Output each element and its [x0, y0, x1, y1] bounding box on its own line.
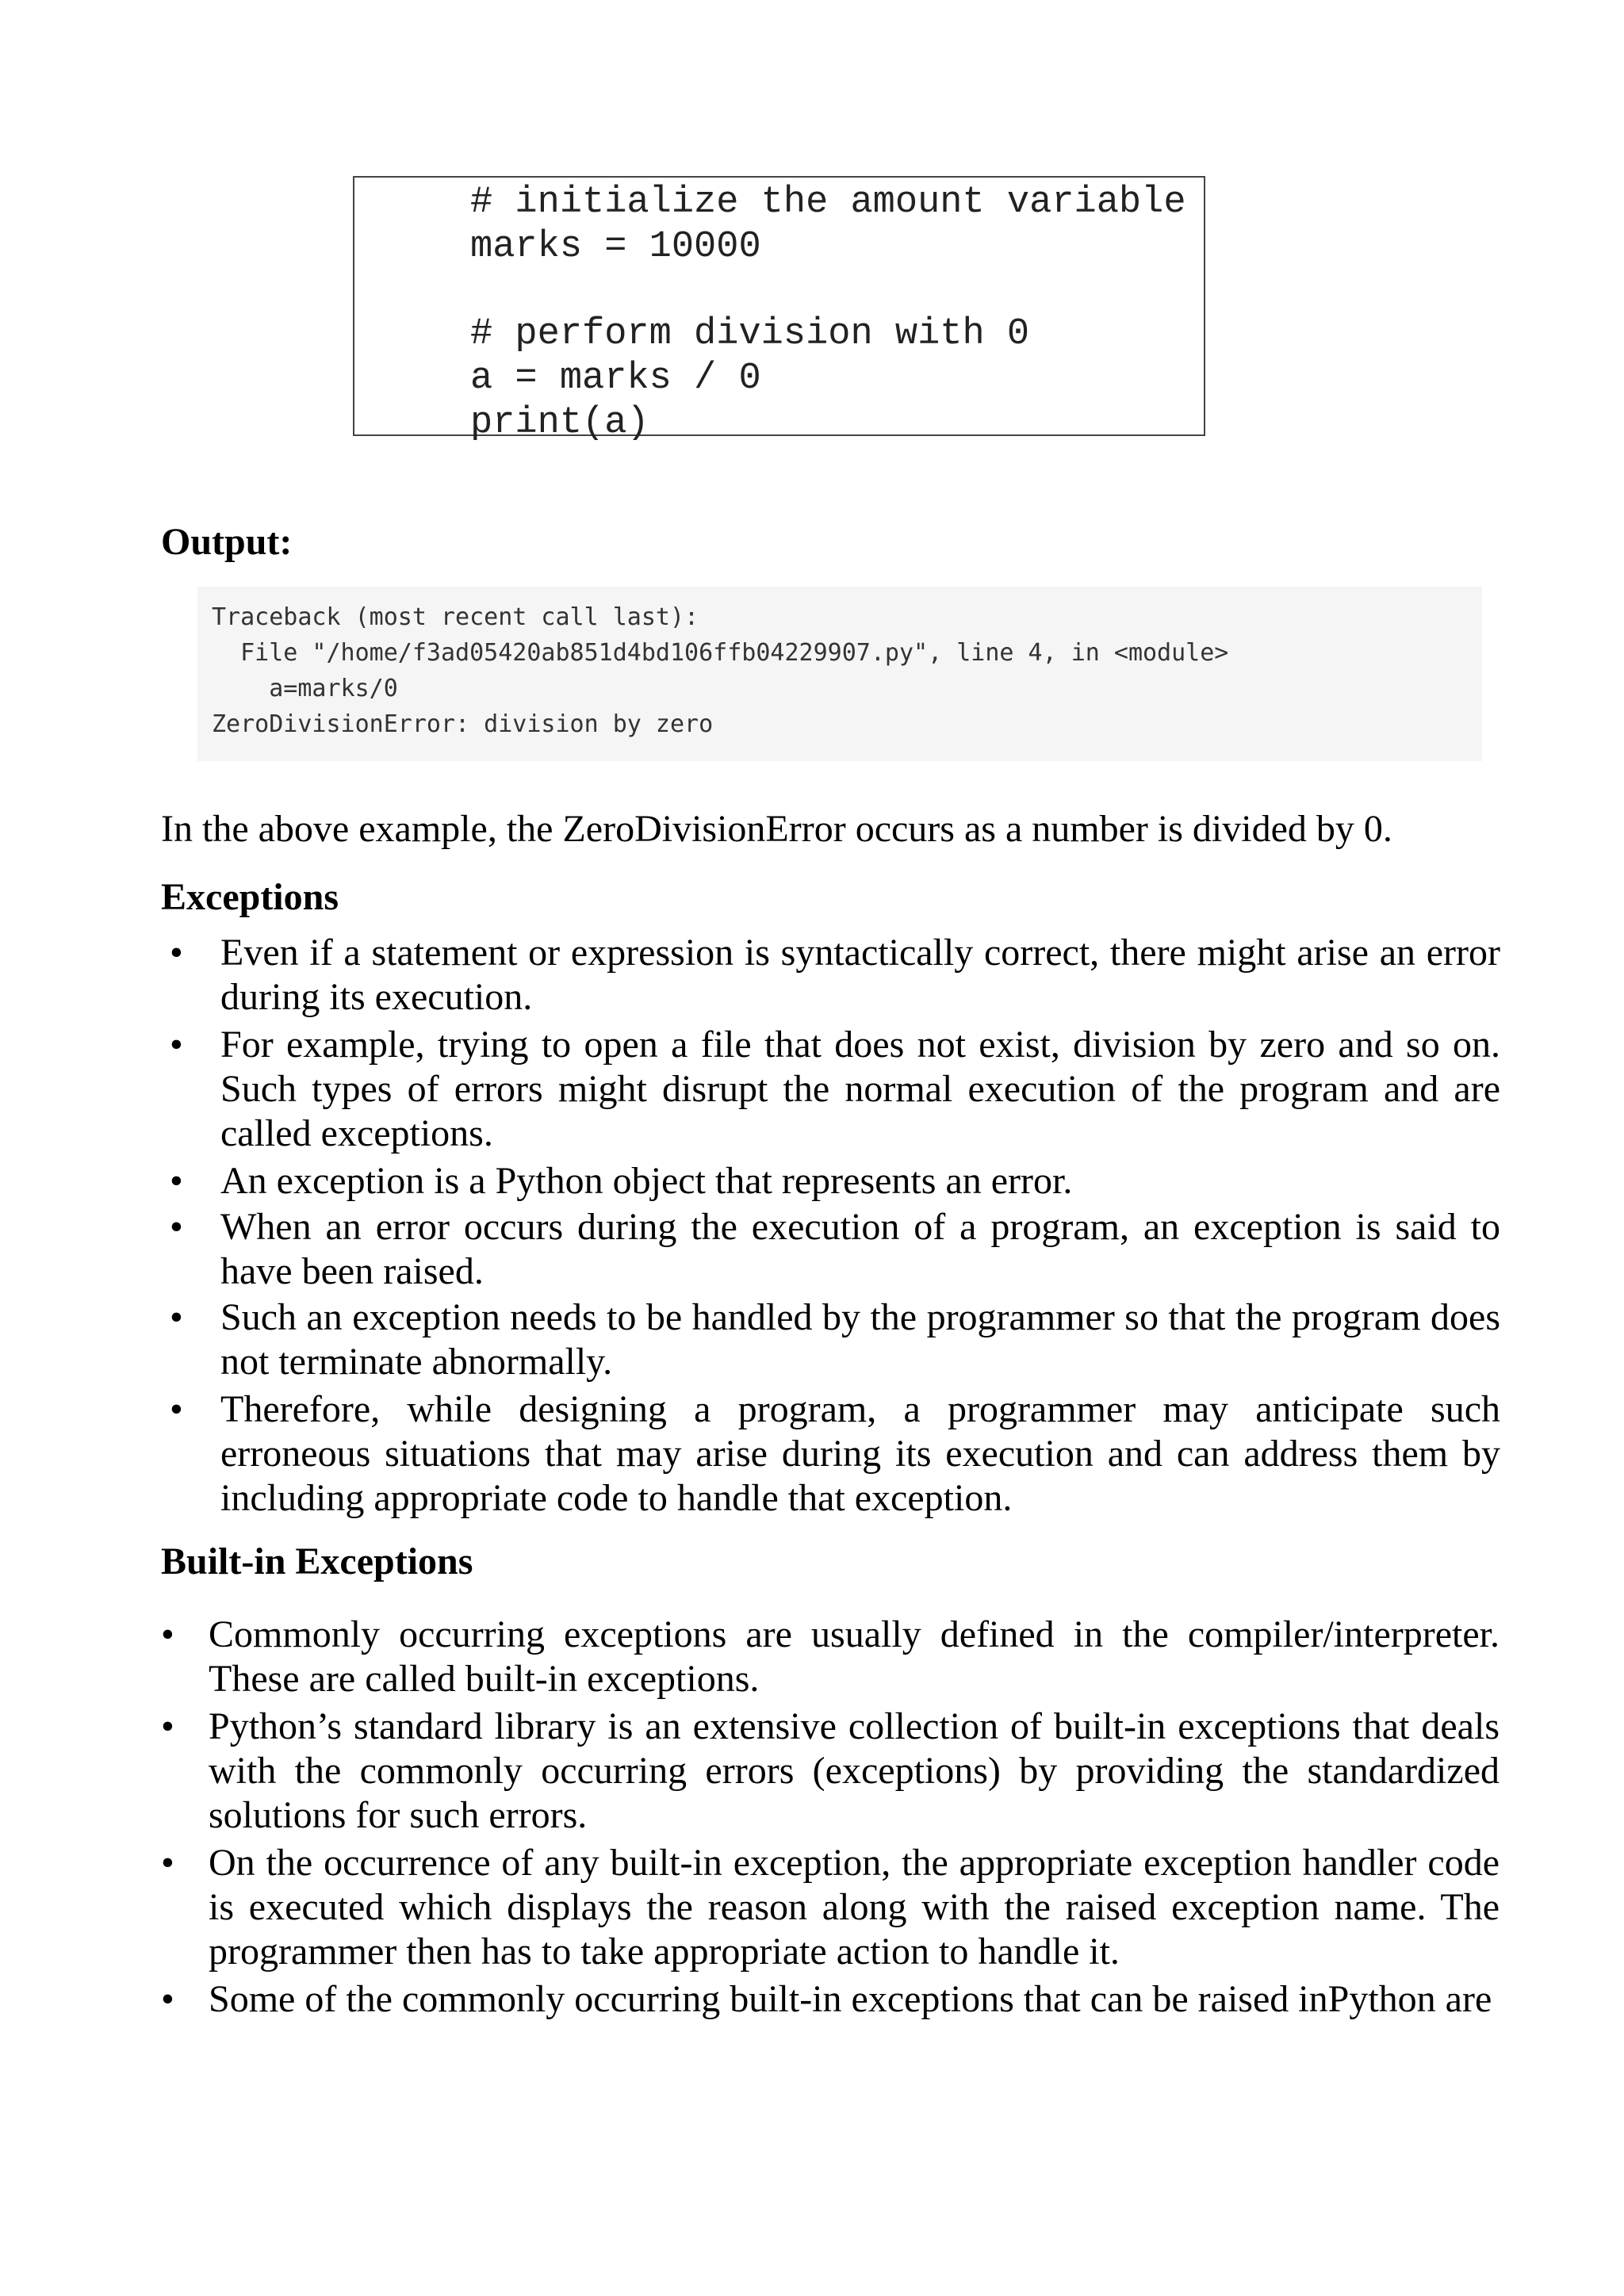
code-line: print(a) — [470, 402, 649, 444]
list-item-text: Commonly occurring exceptions are usually defined in the compiler/interpreter. These are called built-in exceptions. — [209, 1613, 1500, 1700]
bullet: • — [170, 1206, 183, 1248]
list-item-text: An exception is a Python object that represents an error. — [220, 1160, 1073, 1202]
traceback-output — [197, 587, 1482, 761]
list-item-text: Such an exception needs to be handled by the programmer so that the program does not terminate abnormally. — [220, 1296, 1500, 1383]
exceptions-heading: Exceptions — [161, 876, 339, 918]
bullet: • — [161, 1705, 174, 1747]
traceback-line: File "/home/f3ad05420ab851d4bd106ffb04229907.py", line 4, in <module> — [212, 639, 1229, 667]
list-item — [170, 931, 1502, 1020]
list-item — [170, 1387, 1502, 1521]
list-item — [170, 1023, 1502, 1156]
list-item — [161, 1977, 1502, 2022]
code-line: # perform division with 0 — [470, 313, 1030, 355]
bullet: • — [170, 1388, 183, 1430]
code-line: marks = 10000 — [470, 226, 761, 268]
list-item-text: Even if a statement or expression is syntactically correct, there might arise an error during its execution. — [220, 932, 1500, 1018]
bullet: • — [170, 1024, 183, 1066]
bullet: • — [161, 1613, 174, 1655]
bullet: • — [170, 932, 183, 974]
output-heading: Output: — [161, 521, 293, 563]
code-line: # initialize the amount variable — [470, 182, 1186, 224]
traceback-line: ZeroDivisionError: division by zero — [212, 710, 714, 738]
code-line: a = marks / 0 — [470, 358, 761, 400]
bullet: • — [170, 1160, 183, 1202]
list-item-text: Python’s standard library is an extensive collection of built-in exceptions that deals with the commonly occurring errors (exceptions) by providing the standardized solutions for such errors. — [209, 1705, 1500, 1836]
list-item-text: When an error occurs during the execution of a program, an exception is said to have been raised. — [220, 1206, 1500, 1292]
list-item-text: For example, trying to open a file that does not exist, division by zero and so on. Such types of errors might disrupt the normal execution of the program and are called exceptions. — [220, 1024, 1500, 1154]
bullet: • — [161, 1978, 174, 2020]
list-item — [161, 1841, 1502, 1974]
list-item — [170, 1159, 1502, 1203]
traceback-line: a=marks/0 — [212, 675, 398, 702]
list-item — [161, 1705, 1502, 1838]
list-item-text: Some of the commonly occurring built-in exceptions that can be raised inPython are — [209, 1978, 1492, 2020]
list-item — [170, 1205, 1502, 1294]
traceback-line: Traceback (most recent call last): — [212, 603, 699, 631]
list-item-text: Therefore, while designing a program, a programmer may anticipate such erroneous situations that may arise during its execution and can address them by including appropriate code to handle that exception. — [220, 1388, 1500, 1519]
builtin-exceptions-heading: Built-in Exceptions — [161, 1540, 473, 1582]
bullet: • — [161, 1842, 174, 1884]
intro-paragraph: In the above example, the ZeroDivisionError occurs as a number is divided by 0. — [161, 808, 1392, 850]
list-item — [161, 1613, 1502, 1701]
code-block — [353, 176, 1205, 444]
list-item — [170, 1295, 1502, 1384]
bullet: • — [170, 1296, 183, 1338]
list-item-text: On the occurrence of any built-in exception, the appropriate exception handler code is executed which displays the reason along with the raised exception name. The programmer then has to take appropriate action to handle it. — [209, 1842, 1500, 1973]
